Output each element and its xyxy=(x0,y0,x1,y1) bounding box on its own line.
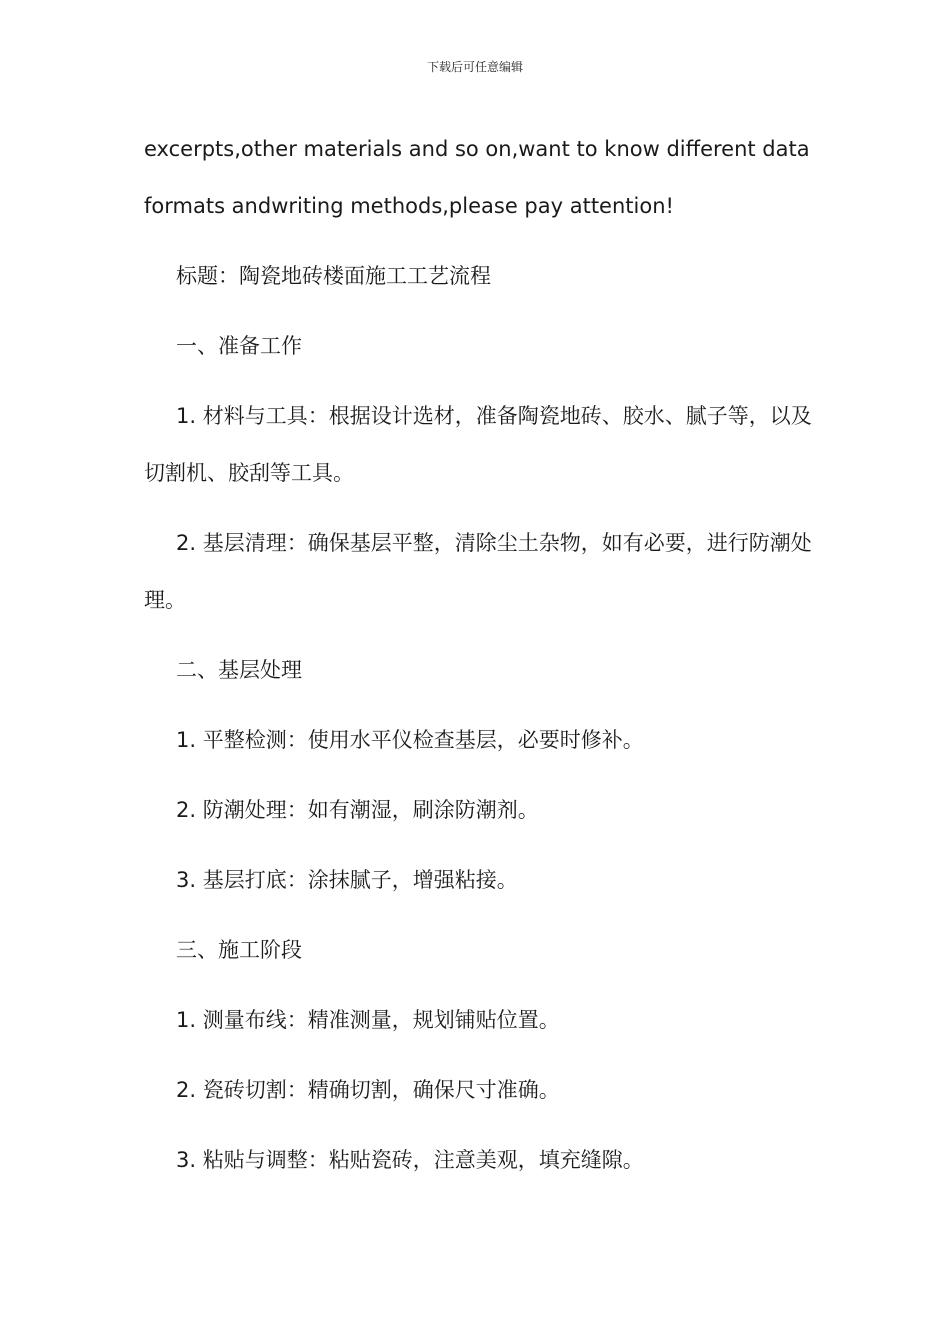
list-item: 1. 平整检测：使用水平仪检查基层，必要时修补。 xyxy=(176,728,644,752)
list-item-continuation: 理。 xyxy=(144,588,186,612)
document-title: 标题：陶瓷地砖楼面施工工艺流程 xyxy=(176,264,491,288)
list-item: 3. 粘贴与调整：粘贴瓷砖，注意美观，填充缝隙。 xyxy=(176,1148,644,1172)
list-item: 2. 防潮处理：如有潮湿，刷涂防潮剂。 xyxy=(176,798,539,822)
list-item: 1. 材料与工具：根据设计选材，准备陶瓷地砖、胶水、腻子等，以及 xyxy=(176,404,812,428)
page-header: 下载后可任意编辑 xyxy=(426,60,523,74)
section-heading-prep: 一、准备工作 xyxy=(176,334,302,358)
section-heading-base: 二、基层处理 xyxy=(176,658,302,682)
document-body xyxy=(144,132,812,1177)
list-item: 2. 瓷砖切割：精确切割，确保尺寸准确。 xyxy=(176,1078,560,1102)
section-heading-construction: 三、施工阶段 xyxy=(176,938,302,962)
list-item-continuation: 切割机、胶刮等工具。 xyxy=(144,461,354,485)
intro-line-2: formats andwriting methods,please pay attention! xyxy=(144,194,674,218)
list-item: 3. 基层打底：涂抹腻子，增强粘接。 xyxy=(176,868,518,892)
list-item: 1. 测量布线：精准测量，规划铺贴位置。 xyxy=(176,1008,560,1032)
intro-line-1: excerpts,other materials and so on,want to know different data xyxy=(144,137,810,161)
list-item: 2. 基层清理：确保基层平整，清除尘土杂物，如有必要，进行防潮处 xyxy=(176,531,812,555)
